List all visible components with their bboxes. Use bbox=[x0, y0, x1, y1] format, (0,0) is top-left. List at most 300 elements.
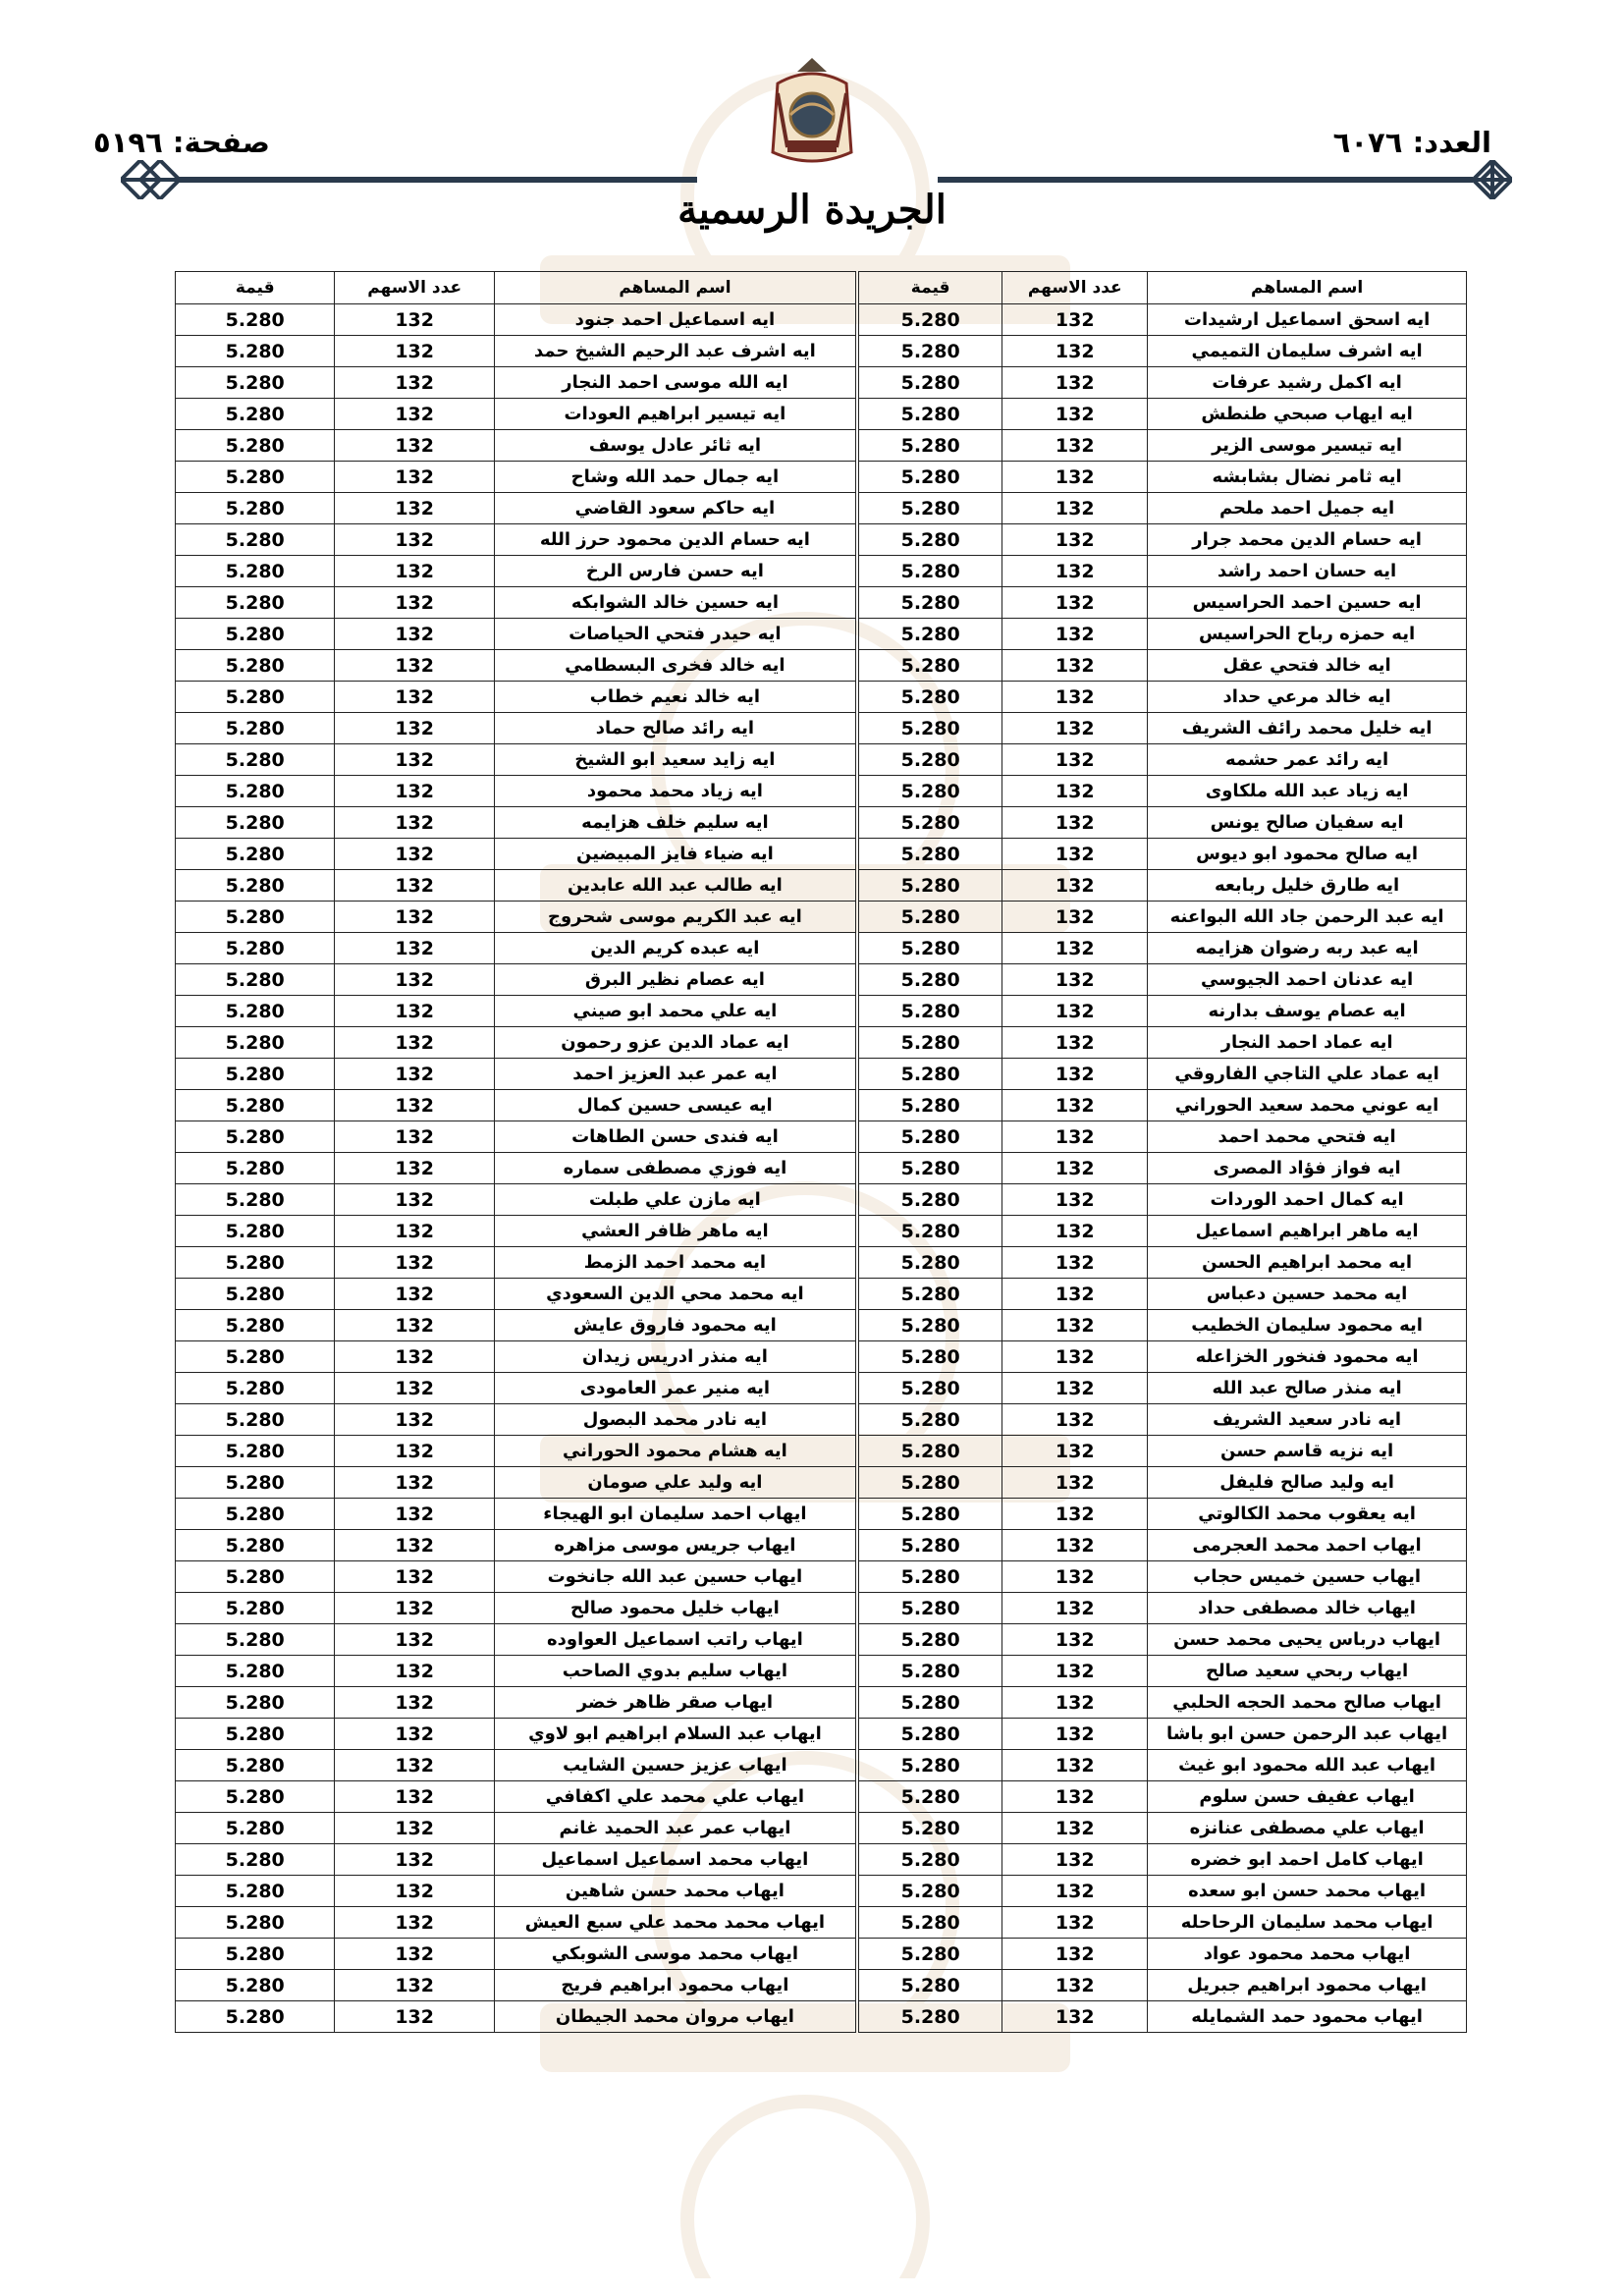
table-row bbox=[176, 493, 1467, 524]
shareholder-name-cell: ايه حسام الدين محمود حرز الله bbox=[494, 524, 857, 556]
share-value-cell: 5.280 bbox=[176, 587, 335, 619]
share-count-cell: 132 bbox=[1002, 1750, 1148, 1781]
table-row bbox=[176, 1939, 1467, 1970]
shareholder-name-cell: ايهاب راتب اسماعيل العواوده bbox=[494, 1624, 857, 1656]
share-value-cell: 5.280 bbox=[857, 367, 1002, 399]
share-count-cell: 132 bbox=[335, 1121, 494, 1153]
share-count-cell: 132 bbox=[1002, 1530, 1148, 1561]
share-value-cell: 5.280 bbox=[857, 1593, 1002, 1624]
share-count-cell: 132 bbox=[1002, 713, 1148, 744]
shareholder-name-cell: ايه عبد ربه رضوان هزايمه bbox=[1148, 933, 1467, 964]
share-value-cell: 5.280 bbox=[176, 1907, 335, 1939]
shareholder-name-cell: ايه عدنان احمد الجيوسي bbox=[1148, 964, 1467, 996]
shareholder-name-cell: ايه حاكم سعود القاضي bbox=[494, 493, 857, 524]
shareholder-name-cell: ايه عبد الكريم موسى شحروج bbox=[494, 902, 857, 933]
share-value-cell: 5.280 bbox=[176, 430, 335, 462]
share-count-cell: 132 bbox=[335, 1561, 494, 1593]
share-count-cell: 132 bbox=[335, 1247, 494, 1279]
share-value-cell: 5.280 bbox=[857, 430, 1002, 462]
shareholder-name-cell: ايهاب احمد محمد العجرمى bbox=[1148, 1530, 1467, 1561]
share-count-cell: 132 bbox=[335, 399, 494, 430]
share-count-cell: 132 bbox=[1002, 1027, 1148, 1059]
table-row bbox=[176, 1121, 1467, 1153]
share-count-cell: 132 bbox=[335, 1593, 494, 1624]
table-row bbox=[176, 1656, 1467, 1687]
share-count-cell: 132 bbox=[1002, 1404, 1148, 1436]
share-count-cell: 132 bbox=[1002, 1121, 1148, 1153]
share-value-cell: 5.280 bbox=[857, 304, 1002, 336]
table-row bbox=[176, 1216, 1467, 1247]
share-count-cell: 132 bbox=[335, 1467, 494, 1499]
share-count-cell: 132 bbox=[335, 964, 494, 996]
share-count-cell: 132 bbox=[335, 1184, 494, 1216]
shareholder-name-cell: ايه عماد علي التاجي الفاروقي bbox=[1148, 1059, 1467, 1090]
table-row bbox=[176, 1624, 1467, 1656]
shareholder-name-cell: ايه زياد محمد محمود bbox=[494, 776, 857, 807]
shareholder-name-cell: ايه صالح محمود ابو ديوس bbox=[1148, 839, 1467, 870]
shareholder-name-cell: ايه جمال حمد الله وشاح bbox=[494, 462, 857, 493]
share-value-cell: 5.280 bbox=[857, 1310, 1002, 1341]
table-row bbox=[176, 1059, 1467, 1090]
share-value-cell: 5.280 bbox=[176, 1781, 335, 1813]
page-number: صفحة: ٥١٩٦ bbox=[93, 126, 270, 159]
shareholder-name-cell: ايهاب محمود ابراهيم جبريل bbox=[1148, 1970, 1467, 2001]
table-row bbox=[176, 1184, 1467, 1216]
share-value-cell: 5.280 bbox=[176, 1624, 335, 1656]
share-count-cell: 132 bbox=[335, 1404, 494, 1436]
shareholder-name-cell: ايه حسن فارس الرخ bbox=[494, 556, 857, 587]
share-count-cell: 132 bbox=[335, 1090, 494, 1121]
table-row bbox=[176, 933, 1467, 964]
table-row bbox=[176, 1970, 1467, 2001]
share-count-cell: 132 bbox=[1002, 1561, 1148, 1593]
share-count-cell: 132 bbox=[335, 1499, 494, 1530]
shareholder-name-cell: ايه الله موسى احمد النجار bbox=[494, 367, 857, 399]
share-value-cell: 5.280 bbox=[176, 1279, 335, 1310]
share-value-cell: 5.280 bbox=[176, 1593, 335, 1624]
share-count-cell: 132 bbox=[335, 304, 494, 336]
share-count-cell: 132 bbox=[1002, 1656, 1148, 1687]
share-count-cell: 132 bbox=[1002, 902, 1148, 933]
share-value-cell: 5.280 bbox=[857, 713, 1002, 744]
share-value-cell: 5.280 bbox=[857, 650, 1002, 682]
share-count-cell: 132 bbox=[1002, 1310, 1148, 1341]
share-value-cell: 5.280 bbox=[176, 1090, 335, 1121]
share-count-cell: 132 bbox=[335, 1939, 494, 1970]
shareholder-name-cell: ايه عوني محمد سعيد الحوراني bbox=[1148, 1090, 1467, 1121]
share-count-cell: 132 bbox=[1002, 964, 1148, 996]
shareholder-name-cell: ايه حمزه رباح الحراسيس bbox=[1148, 619, 1467, 650]
table-row bbox=[176, 619, 1467, 650]
share-value-cell: 5.280 bbox=[857, 1373, 1002, 1404]
shareholder-name-cell: ايهاب محمد حسن ابو سعده bbox=[1148, 1876, 1467, 1907]
shareholder-name-cell: ايهاب ربحي سعيد صالح bbox=[1148, 1656, 1467, 1687]
share-count-cell: 132 bbox=[335, 870, 494, 902]
share-count-cell: 132 bbox=[335, 1844, 494, 1876]
share-value-cell: 5.280 bbox=[176, 1561, 335, 1593]
table-row bbox=[176, 367, 1467, 399]
shareholder-name-cell: ايه اسماعيل احمد جنود bbox=[494, 304, 857, 336]
shareholder-name-cell: ايهاب صالح محمد الحجه الحلبي bbox=[1148, 1687, 1467, 1719]
share-count-cell: 132 bbox=[1002, 933, 1148, 964]
table-header-row bbox=[176, 272, 1467, 304]
share-value-cell: 5.280 bbox=[176, 1499, 335, 1530]
shareholder-name-cell: ايهاب خليل محمود صالح bbox=[494, 1593, 857, 1624]
share-value-cell: 5.280 bbox=[176, 1719, 335, 1750]
share-count-cell: 132 bbox=[1002, 1876, 1148, 1907]
share-count-cell: 132 bbox=[335, 493, 494, 524]
shareholder-name-cell: ايهاب محمد حسن شاهين bbox=[494, 1876, 857, 1907]
share-count-cell: 132 bbox=[1002, 1153, 1148, 1184]
shareholder-name-cell: ايه نادر سعيد الشريف bbox=[1148, 1404, 1467, 1436]
share-count-cell: 132 bbox=[335, 682, 494, 713]
share-count-cell: 132 bbox=[1002, 1844, 1148, 1876]
share-value-cell: 5.280 bbox=[857, 1216, 1002, 1247]
shareholder-name-cell: ايه زياد عبد الله ملكاوى bbox=[1148, 776, 1467, 807]
share-count-cell: 132 bbox=[1002, 1499, 1148, 1530]
table-row bbox=[176, 1781, 1467, 1813]
column-header-shares: عدد الاسهم bbox=[1002, 272, 1148, 304]
shareholder-name-cell: ايهاب احمد سليمان ابو الهيجاء bbox=[494, 1499, 857, 1530]
share-value-cell: 5.280 bbox=[857, 619, 1002, 650]
shareholder-name-cell: ايه محمود فنخور الخزاعله bbox=[1148, 1341, 1467, 1373]
share-value-cell: 5.280 bbox=[857, 1719, 1002, 1750]
share-value-cell: 5.280 bbox=[176, 1656, 335, 1687]
share-count-cell: 132 bbox=[335, 1530, 494, 1561]
shareholder-name-cell: ايهاب حسين عبد الله جانخوت bbox=[494, 1561, 857, 1593]
table-row bbox=[176, 1593, 1467, 1624]
share-value-cell: 5.280 bbox=[176, 367, 335, 399]
table-row bbox=[176, 1719, 1467, 1750]
share-value-cell: 5.280 bbox=[176, 1813, 335, 1844]
share-value-cell: 5.280 bbox=[857, 1341, 1002, 1373]
share-value-cell: 5.280 bbox=[857, 682, 1002, 713]
table-row bbox=[176, 964, 1467, 996]
table-row bbox=[176, 807, 1467, 839]
shareholder-name-cell: ايه محمود فاروق عايش bbox=[494, 1310, 857, 1341]
shareholder-name-cell: ايه رائد صالح حماد bbox=[494, 713, 857, 744]
share-value-cell: 5.280 bbox=[176, 1687, 335, 1719]
share-value-cell: 5.280 bbox=[857, 587, 1002, 619]
shareholder-name-cell: ايه وليد صالح فليفل bbox=[1148, 1467, 1467, 1499]
share-count-cell: 132 bbox=[1002, 807, 1148, 839]
share-value-cell: 5.280 bbox=[176, 1341, 335, 1373]
share-count-cell: 132 bbox=[1002, 1624, 1148, 1656]
share-value-cell: 5.280 bbox=[176, 713, 335, 744]
share-value-cell: 5.280 bbox=[857, 1153, 1002, 1184]
shareholder-name-cell: ايه رائد عمر حشمه bbox=[1148, 744, 1467, 776]
share-count-cell: 132 bbox=[1002, 1279, 1148, 1310]
share-count-cell: 132 bbox=[1002, 650, 1148, 682]
share-value-cell: 5.280 bbox=[857, 1561, 1002, 1593]
shareholder-name-cell: ايهاب علي محمد علي اكفافي bbox=[494, 1781, 857, 1813]
share-value-cell: 5.280 bbox=[176, 2001, 335, 2033]
share-value-cell: 5.280 bbox=[857, 807, 1002, 839]
shareholder-name-cell: ايه ماهر ظافر العشي bbox=[494, 1216, 857, 1247]
shareholder-name-cell: ايه علي محمد ابو صيني bbox=[494, 996, 857, 1027]
share-count-cell: 132 bbox=[335, 1373, 494, 1404]
table-row bbox=[176, 304, 1467, 336]
shareholder-name-cell: ايهاب علي مصطفى عنانزه bbox=[1148, 1813, 1467, 1844]
table-row bbox=[176, 776, 1467, 807]
share-count-cell: 132 bbox=[1002, 430, 1148, 462]
share-count-cell: 132 bbox=[335, 1436, 494, 1467]
share-value-cell: 5.280 bbox=[857, 493, 1002, 524]
share-value-cell: 5.280 bbox=[857, 1499, 1002, 1530]
shareholder-name-cell: ايه محمد محي الدين السعودي bbox=[494, 1279, 857, 1310]
share-value-cell: 5.280 bbox=[176, 1247, 335, 1279]
share-count-cell: 132 bbox=[1002, 1059, 1148, 1090]
share-value-cell: 5.280 bbox=[857, 524, 1002, 556]
jordan-coat-of-arms-icon bbox=[758, 54, 866, 172]
table-row bbox=[176, 1561, 1467, 1593]
share-value-cell: 5.280 bbox=[176, 807, 335, 839]
share-count-cell: 132 bbox=[1002, 744, 1148, 776]
share-value-cell: 5.280 bbox=[176, 1876, 335, 1907]
share-value-cell: 5.280 bbox=[176, 399, 335, 430]
shareholder-name-cell: ايهاب سليم بدوي الصاحب bbox=[494, 1656, 857, 1687]
table-row bbox=[176, 1027, 1467, 1059]
shareholder-name-cell: ايه حسان احمد راشد bbox=[1148, 556, 1467, 587]
table-row bbox=[176, 1279, 1467, 1310]
table-row bbox=[176, 399, 1467, 430]
share-count-cell: 132 bbox=[1002, 367, 1148, 399]
share-value-cell: 5.280 bbox=[857, 1624, 1002, 1656]
table-row bbox=[176, 650, 1467, 682]
shareholder-name-cell: ايه منذر صالح عبد الله bbox=[1148, 1373, 1467, 1404]
share-count-cell: 132 bbox=[335, 524, 494, 556]
shareholder-name-cell: ايه ايهاب صبحي طنطش bbox=[1148, 399, 1467, 430]
shareholder-name-cell: ايهاب عبد الله محمود ابو غيث bbox=[1148, 1750, 1467, 1781]
shareholder-name-cell: ايهاب عبد السلام ابراهيم ابو لاوي bbox=[494, 1719, 857, 1750]
table-row bbox=[176, 1467, 1467, 1499]
share-count-cell: 132 bbox=[335, 776, 494, 807]
share-count-cell: 132 bbox=[335, 1719, 494, 1750]
share-value-cell: 5.280 bbox=[176, 1436, 335, 1467]
table-row bbox=[176, 1844, 1467, 1876]
share-count-cell: 132 bbox=[1002, 304, 1148, 336]
share-value-cell: 5.280 bbox=[857, 1687, 1002, 1719]
share-value-cell: 5.280 bbox=[857, 1656, 1002, 1687]
share-value-cell: 5.280 bbox=[857, 1059, 1002, 1090]
page-header bbox=[0, 0, 1624, 265]
share-count-cell: 132 bbox=[1002, 1813, 1148, 1844]
shareholder-name-cell: ايهاب عفيف حسن سلوم bbox=[1148, 1781, 1467, 1813]
shareholder-name-cell: ايه كمال احمد الوردات bbox=[1148, 1184, 1467, 1216]
table-row bbox=[176, 1499, 1467, 1530]
shareholder-name-cell: ايهاب محمود ابراهيم فريج bbox=[494, 1970, 857, 2001]
shareholder-name-cell: ايه حسين احمد الحراسيس bbox=[1148, 587, 1467, 619]
table-row bbox=[176, 1373, 1467, 1404]
shareholder-name-cell: ايه حيدر فتحي الحياصات bbox=[494, 619, 857, 650]
table-row bbox=[176, 1436, 1467, 1467]
share-value-cell: 5.280 bbox=[857, 1436, 1002, 1467]
column-header-value: قيمة bbox=[176, 272, 335, 304]
share-count-cell: 132 bbox=[1002, 1090, 1148, 1121]
shareholder-name-cell: ايه خليل محمد رائف الشريف bbox=[1148, 713, 1467, 744]
share-value-cell: 5.280 bbox=[176, 1121, 335, 1153]
share-value-cell: 5.280 bbox=[857, 870, 1002, 902]
share-value-cell: 5.280 bbox=[857, 964, 1002, 996]
share-value-cell: 5.280 bbox=[176, 744, 335, 776]
shareholder-name-cell: ايهاب محمد سليمان الرحاحله bbox=[1148, 1907, 1467, 1939]
share-count-cell: 132 bbox=[335, 1656, 494, 1687]
share-count-cell: 132 bbox=[1002, 776, 1148, 807]
share-count-cell: 132 bbox=[335, 807, 494, 839]
share-value-cell: 5.280 bbox=[857, 1090, 1002, 1121]
share-count-cell: 132 bbox=[335, 1687, 494, 1719]
share-count-cell: 132 bbox=[1002, 493, 1148, 524]
share-count-cell: 132 bbox=[335, 1876, 494, 1907]
share-value-cell: 5.280 bbox=[176, 996, 335, 1027]
shareholder-name-cell: ايه عماد الدين عزو رحمون bbox=[494, 1027, 857, 1059]
share-count-cell: 132 bbox=[1002, 839, 1148, 870]
share-value-cell: 5.280 bbox=[176, 1939, 335, 1970]
shareholder-name-cell: ايه ثامر نضال بشابشه bbox=[1148, 462, 1467, 493]
shareholder-name-cell: ايهاب محمد موسى الشوبكي bbox=[494, 1939, 857, 1970]
issue-number: العدد: ٦٠٧٦ bbox=[1332, 126, 1491, 159]
share-count-cell: 132 bbox=[1002, 1247, 1148, 1279]
column-header-value: قيمة bbox=[857, 272, 1002, 304]
share-count-cell: 132 bbox=[1002, 1341, 1148, 1373]
shareholder-name-cell: ايه عيسى حسين كمال bbox=[494, 1090, 857, 1121]
table-row bbox=[176, 682, 1467, 713]
shareholder-name-cell: ايهاب كامل احمد ابو خضره bbox=[1148, 1844, 1467, 1876]
share-value-cell: 5.280 bbox=[176, 1310, 335, 1341]
share-count-cell: 132 bbox=[335, 839, 494, 870]
share-value-cell: 5.280 bbox=[857, 1939, 1002, 1970]
shareholder-name-cell: ايه اكمل رشيد عرفات bbox=[1148, 367, 1467, 399]
share-value-cell: 5.280 bbox=[176, 1373, 335, 1404]
share-count-cell: 132 bbox=[1002, 524, 1148, 556]
share-value-cell: 5.280 bbox=[857, 776, 1002, 807]
shareholder-name-cell: ايه منير عمر العامودى bbox=[494, 1373, 857, 1404]
share-value-cell: 5.280 bbox=[857, 1750, 1002, 1781]
share-value-cell: 5.280 bbox=[857, 902, 1002, 933]
share-count-cell: 132 bbox=[335, 902, 494, 933]
shareholder-name-cell: ايهاب جريس موسى مزاهره bbox=[494, 1530, 857, 1561]
shareholder-name-cell: ايه عماد احمد النجار bbox=[1148, 1027, 1467, 1059]
share-count-cell: 132 bbox=[1002, 587, 1148, 619]
share-value-cell: 5.280 bbox=[857, 336, 1002, 367]
shareholder-name-cell: ايه خالد فخرى البسطامي bbox=[494, 650, 857, 682]
share-value-cell: 5.280 bbox=[857, 1184, 1002, 1216]
share-count-cell: 132 bbox=[335, 587, 494, 619]
share-value-cell: 5.280 bbox=[176, 1530, 335, 1561]
share-count-cell: 132 bbox=[335, 713, 494, 744]
share-count-cell: 132 bbox=[335, 1813, 494, 1844]
table-row bbox=[176, 1876, 1467, 1907]
shareholder-name-cell: ايه تيسير ابراهيم العودات bbox=[494, 399, 857, 430]
table-row bbox=[176, 1090, 1467, 1121]
table-row bbox=[176, 1310, 1467, 1341]
share-count-cell: 132 bbox=[1002, 870, 1148, 902]
share-value-cell: 5.280 bbox=[857, 996, 1002, 1027]
table-row bbox=[176, 1750, 1467, 1781]
share-value-cell: 5.280 bbox=[857, 839, 1002, 870]
shareholder-name-cell: ايه ضياء فايز المبيضين bbox=[494, 839, 857, 870]
share-count-cell: 132 bbox=[335, 1153, 494, 1184]
shareholder-name-cell: ايه حسام الدين محمد جرار bbox=[1148, 524, 1467, 556]
shareholder-name-cell: ايه فوزي مصطفى سماره bbox=[494, 1153, 857, 1184]
share-count-cell: 132 bbox=[335, 1907, 494, 1939]
shareholder-name-cell: ايه اشرف سليمان التميمي bbox=[1148, 336, 1467, 367]
share-value-cell: 5.280 bbox=[176, 964, 335, 996]
table-row bbox=[176, 1341, 1467, 1373]
share-count-cell: 132 bbox=[1002, 1373, 1148, 1404]
share-value-cell: 5.280 bbox=[176, 839, 335, 870]
shareholder-name-cell: ايه طالب عبد الله عابدين bbox=[494, 870, 857, 902]
share-value-cell: 5.280 bbox=[176, 650, 335, 682]
header-rule-left bbox=[177, 177, 697, 183]
share-count-cell: 132 bbox=[1002, 996, 1148, 1027]
share-count-cell: 132 bbox=[1002, 1687, 1148, 1719]
share-count-cell: 132 bbox=[1002, 336, 1148, 367]
share-count-cell: 132 bbox=[1002, 1593, 1148, 1624]
table-row bbox=[176, 524, 1467, 556]
table-body bbox=[176, 304, 1467, 2033]
share-value-cell: 5.280 bbox=[857, 933, 1002, 964]
share-count-cell: 132 bbox=[1002, 1467, 1148, 1499]
share-count-cell: 132 bbox=[335, 462, 494, 493]
shareholder-name-cell: ايهاب صقر ظاهر خضر bbox=[494, 1687, 857, 1719]
share-value-cell: 5.280 bbox=[176, 933, 335, 964]
header-rule-right bbox=[938, 177, 1473, 183]
share-count-cell: 132 bbox=[1002, 1184, 1148, 1216]
share-value-cell: 5.280 bbox=[176, 1404, 335, 1436]
shareholder-name-cell: ايه هشام محمود الحوراني bbox=[494, 1436, 857, 1467]
table-row bbox=[176, 1153, 1467, 1184]
shareholder-name-cell: ايه فندى حسن الطاهات bbox=[494, 1121, 857, 1153]
share-value-cell: 5.280 bbox=[176, 1750, 335, 1781]
column-header-shares: عدد الاسهم bbox=[335, 272, 494, 304]
share-value-cell: 5.280 bbox=[176, 304, 335, 336]
share-value-cell: 5.280 bbox=[857, 744, 1002, 776]
share-value-cell: 5.280 bbox=[857, 1467, 1002, 1499]
shareholder-name-cell: ايه محمود سليمان الخطيب bbox=[1148, 1310, 1467, 1341]
share-count-cell: 132 bbox=[335, 430, 494, 462]
share-value-cell: 5.280 bbox=[176, 462, 335, 493]
share-count-cell: 132 bbox=[335, 367, 494, 399]
share-value-cell: 5.280 bbox=[176, 1467, 335, 1499]
shareholder-name-cell: ايه حسين خالد الشوابكه bbox=[494, 587, 857, 619]
table-row bbox=[176, 744, 1467, 776]
share-count-cell: 132 bbox=[1002, 399, 1148, 430]
share-value-cell: 5.280 bbox=[176, 902, 335, 933]
share-count-cell: 132 bbox=[335, 1970, 494, 2001]
share-value-cell: 5.280 bbox=[176, 1153, 335, 1184]
shareholder-name-cell: ايه عبده كريم الدين bbox=[494, 933, 857, 964]
share-value-cell: 5.280 bbox=[176, 556, 335, 587]
share-value-cell: 5.280 bbox=[857, 399, 1002, 430]
shareholders-table bbox=[175, 271, 1467, 2033]
shareholder-name-cell: ايه نادر محمد البصول bbox=[494, 1404, 857, 1436]
table-row bbox=[176, 1530, 1467, 1561]
shareholder-name-cell: ايه اشرف عبد الرحيم الشيخ حمد bbox=[494, 336, 857, 367]
share-value-cell: 5.280 bbox=[857, 1781, 1002, 1813]
share-value-cell: 5.280 bbox=[857, 1844, 1002, 1876]
table-row bbox=[176, 870, 1467, 902]
share-value-cell: 5.280 bbox=[857, 1970, 1002, 2001]
share-count-cell: 132 bbox=[1002, 1436, 1148, 1467]
shareholder-name-cell: ايهاب محمد محمود عواد bbox=[1148, 1939, 1467, 1970]
share-count-cell: 132 bbox=[335, 1624, 494, 1656]
table-row bbox=[176, 1907, 1467, 1939]
share-value-cell: 5.280 bbox=[176, 336, 335, 367]
share-count-cell: 132 bbox=[335, 1781, 494, 1813]
shareholder-name-cell: ايه منذر ادريس زيدان bbox=[494, 1341, 857, 1373]
table-row bbox=[176, 587, 1467, 619]
